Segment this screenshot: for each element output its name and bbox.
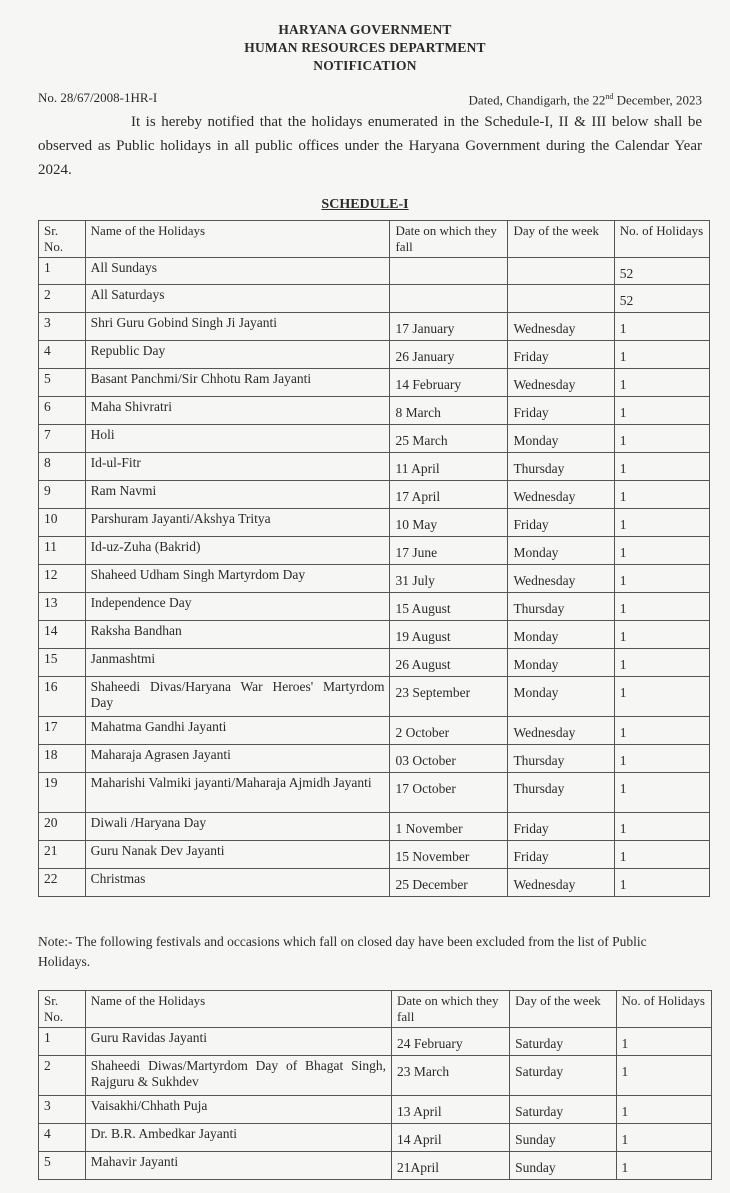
- col-day: Day of the week: [508, 221, 614, 258]
- cell-sr: 14: [39, 621, 86, 649]
- cell-day: Wednesday: [508, 313, 614, 341]
- cell-day: Monday: [508, 649, 614, 677]
- cell-day: Monday: [508, 537, 614, 565]
- cell-date: 1 November: [390, 813, 508, 841]
- table-row: [39, 1124, 712, 1152]
- cell-day: Wednesday: [508, 369, 614, 397]
- table-header-row: [39, 221, 710, 258]
- dated-suffix: December, 2023: [613, 92, 702, 108]
- cell-count: 1: [616, 1056, 712, 1096]
- cell-day: Friday: [508, 841, 614, 869]
- cell-sr: 3: [39, 1096, 86, 1124]
- cell-sr: 9: [39, 481, 86, 509]
- cell-sr: 11: [39, 537, 86, 565]
- cell-day: Friday: [508, 509, 614, 537]
- table-row: [39, 1028, 712, 1056]
- cell-day: Wednesday: [508, 717, 614, 745]
- intro-paragraph: [38, 110, 702, 182]
- cell-name: Basant Panchmi/Sir Chhotu Ram Jayanti: [85, 369, 390, 397]
- table-row: [39, 841, 710, 869]
- cell-count: 1: [614, 341, 709, 369]
- col-sr: Sr. No.: [39, 991, 86, 1028]
- cell-date: 21April: [392, 1152, 510, 1180]
- cell-sr: 1: [39, 1028, 86, 1056]
- cell-day: [508, 258, 614, 285]
- table-row: [39, 258, 710, 285]
- cell-date: 14 February: [390, 369, 508, 397]
- cell-name: Republic Day: [85, 341, 390, 369]
- col-count: No. of Holidays: [616, 991, 712, 1028]
- cell-sr: 4: [39, 1124, 86, 1152]
- cell-date: 11 April: [390, 453, 508, 481]
- cell-count: 1: [614, 745, 709, 773]
- cell-name: Shaheedi Diwas/Martyrdom Day of Bhagat Singh, Rajguru & Sukhdev: [85, 1056, 391, 1096]
- cell-count: 1: [614, 813, 709, 841]
- cell-date: 26 January: [390, 341, 508, 369]
- cell-sr: 8: [39, 453, 86, 481]
- cell-day: Wednesday: [508, 869, 614, 897]
- cell-name: Independence Day: [85, 593, 390, 621]
- header-notification: NOTIFICATION: [313, 58, 417, 73]
- note-text: Note:- The following festivals and occasions which fall on closed day have been excluded from the list of Public Holidays.: [38, 934, 647, 969]
- cell-count: 1: [614, 773, 709, 813]
- cell-name: Holi: [85, 425, 390, 453]
- dated-line: [469, 92, 702, 108]
- table-row: [39, 481, 710, 509]
- cell-sr: 15: [39, 649, 86, 677]
- cell-sr: 4: [39, 341, 86, 369]
- cell-day: Saturday: [510, 1056, 616, 1096]
- cell-name: All Sundays: [85, 258, 390, 285]
- table-row: [39, 425, 710, 453]
- cell-name: All Saturdays: [85, 285, 390, 313]
- cell-date: 15 August: [390, 593, 508, 621]
- cell-count: 1: [614, 869, 709, 897]
- cell-date: 26 August: [390, 649, 508, 677]
- cell-sr: 7: [39, 425, 86, 453]
- cell-day: Wednesday: [508, 565, 614, 593]
- table-row: [39, 397, 710, 425]
- cell-day: [508, 285, 614, 313]
- cell-count: 52: [614, 285, 709, 313]
- cell-date: 25 December: [390, 869, 508, 897]
- cell-day: Thursday: [508, 453, 614, 481]
- table-row: [39, 509, 710, 537]
- cell-sr: 20: [39, 813, 86, 841]
- cell-sr: 17: [39, 717, 86, 745]
- table-row: [39, 649, 710, 677]
- col-name: Name of the Holidays: [85, 221, 390, 258]
- dated-prefix: Dated, Chandigarh, the 22: [468, 92, 606, 108]
- cell-sr: 22: [39, 869, 86, 897]
- table-row: [39, 773, 710, 813]
- cell-count: 1: [614, 313, 709, 341]
- cell-name: Mahavir Jayanti: [85, 1152, 391, 1180]
- col-day: Day of the week: [510, 991, 616, 1028]
- cell-sr: 21: [39, 841, 86, 869]
- cell-day: Friday: [508, 813, 614, 841]
- cell-name: Ram Navmi: [85, 481, 390, 509]
- cell-day: Sunday: [510, 1124, 616, 1152]
- cell-day: Thursday: [508, 745, 614, 773]
- cell-name: Christmas: [85, 869, 390, 897]
- cell-date: 24 February: [392, 1028, 510, 1056]
- cell-day: Saturday: [510, 1096, 616, 1124]
- cell-name: Shaheed Udham Singh Martyrdom Day: [85, 565, 390, 593]
- cell-sr: 16: [39, 677, 86, 717]
- cell-name: Janmashtmi: [85, 649, 390, 677]
- cell-name: Maha Shivratri: [85, 397, 390, 425]
- cell-name: Diwali /Haryana Day: [85, 813, 390, 841]
- cell-sr: 3: [39, 313, 86, 341]
- cell-name: Shaheedi Divas/Haryana War Heroes' Martyrdom Day: [85, 677, 390, 717]
- table-row: [39, 313, 710, 341]
- cell-count: 1: [616, 1152, 712, 1180]
- cell-sr: 2: [39, 1056, 86, 1096]
- header-department: HUMAN RESOURCES DEPARTMENT: [244, 40, 486, 55]
- table-row: [39, 453, 710, 481]
- table-row: [39, 621, 710, 649]
- cell-date: 03 October: [390, 745, 508, 773]
- cell-count: 1: [614, 369, 709, 397]
- cell-name: Id-ul-Fitr: [85, 453, 390, 481]
- cell-date: 25 March: [390, 425, 508, 453]
- cell-date: [390, 285, 508, 313]
- cell-sr: 2: [39, 285, 86, 313]
- cell-sr: 6: [39, 397, 86, 425]
- table-row: [39, 869, 710, 897]
- cell-count: 1: [616, 1124, 712, 1152]
- cell-sr: 5: [39, 1152, 86, 1180]
- cell-date: 23 March: [392, 1056, 510, 1096]
- col-name: Name of the Holidays: [85, 991, 391, 1028]
- cell-date: [390, 258, 508, 285]
- table-row: [39, 593, 710, 621]
- cell-sr: 10: [39, 509, 86, 537]
- cell-name: Mahatma Gandhi Jayanti: [85, 717, 390, 745]
- cell-name: Maharaja Agrasen Jayanti: [85, 745, 390, 773]
- cell-day: Friday: [508, 397, 614, 425]
- cell-day: Thursday: [508, 773, 614, 813]
- cell-count: 1: [614, 677, 709, 717]
- schedule-title: SCHEDULE-I: [321, 197, 409, 212]
- cell-day: Monday: [508, 621, 614, 649]
- reference-number: No. 28/67/2008-1HR-I: [38, 90, 158, 105]
- cell-day: Monday: [508, 677, 614, 717]
- cell-day: Saturday: [510, 1028, 616, 1056]
- cell-day: Friday: [508, 341, 614, 369]
- cell-name: Vaisakhi/Chhath Puja: [85, 1096, 391, 1124]
- cell-sr: 12: [39, 565, 86, 593]
- cell-sr: 13: [39, 593, 86, 621]
- cell-name: Raksha Bandhan: [85, 621, 390, 649]
- cell-count: 1: [614, 425, 709, 453]
- cell-count: 1: [614, 621, 709, 649]
- cell-sr: 19: [39, 773, 86, 813]
- cell-date: 17 October: [390, 773, 508, 813]
- cell-count: 1: [614, 453, 709, 481]
- cell-name: Guru Nanak Dev Jayanti: [85, 841, 390, 869]
- col-date: Date on which they fall: [390, 221, 508, 258]
- cell-count: 1: [614, 397, 709, 425]
- table-row: [39, 1056, 712, 1096]
- cell-name: Maharishi Valmiki jayanti/Maharaja Ajmidh Jayanti: [85, 773, 390, 813]
- cell-name: Shri Guru Gobind Singh Ji Jayanti: [85, 313, 390, 341]
- cell-date: 17 April: [390, 481, 508, 509]
- table-row: [39, 565, 710, 593]
- cell-date: 10 May: [390, 509, 508, 537]
- cell-date: 17 June: [390, 537, 508, 565]
- cell-name: Parshuram Jayanti/Akshya Tritya: [85, 509, 390, 537]
- cell-date: 19 August: [390, 621, 508, 649]
- cell-date: 14 April: [392, 1124, 510, 1152]
- table-row: [39, 813, 710, 841]
- dated-superscript: nd: [605, 92, 614, 101]
- col-date: Date on which they fall: [392, 991, 510, 1028]
- table-row: [39, 745, 710, 773]
- cell-count: 1: [614, 841, 709, 869]
- cell-count: 1: [614, 481, 709, 509]
- cell-date: 15 November: [390, 841, 508, 869]
- cell-sr: 5: [39, 369, 86, 397]
- cell-count: 1: [614, 565, 709, 593]
- cell-name: Guru Ravidas Jayanti: [85, 1028, 391, 1056]
- col-count: No. of Holidays: [614, 221, 709, 258]
- table-row: [39, 537, 710, 565]
- cell-count: 1: [614, 509, 709, 537]
- cell-date: 8 March: [390, 397, 508, 425]
- table-row: [39, 341, 710, 369]
- intro-text: It is hereby notified that the holidays enumerated in the Schedule-I, II & III below shall be observed as Public holidays in all public offices under the Haryana Government during the Calendar Year 2024.: [38, 114, 702, 178]
- cell-count: 1: [614, 593, 709, 621]
- table-header-row: [39, 991, 712, 1028]
- cell-day: Sunday: [510, 1152, 616, 1180]
- table-row: [39, 717, 710, 745]
- cell-sr: 1: [39, 258, 86, 285]
- cell-count: 1: [614, 649, 709, 677]
- table-row: [39, 677, 710, 717]
- table-row: [39, 1152, 712, 1180]
- cell-count: 1: [614, 717, 709, 745]
- cell-sr: 18: [39, 745, 86, 773]
- cell-day: Monday: [508, 425, 614, 453]
- cell-date: 17 January: [390, 313, 508, 341]
- cell-count: 1: [616, 1096, 712, 1124]
- cell-date: 2 October: [390, 717, 508, 745]
- table-row: [39, 369, 710, 397]
- header-government: HARYANA GOVERNMENT: [278, 22, 452, 37]
- table-row: [39, 285, 710, 313]
- col-sr: Sr. No.: [39, 221, 86, 258]
- cell-day: Wednesday: [508, 481, 614, 509]
- cell-name: Id-uz-Zuha (Bakrid): [85, 537, 390, 565]
- cell-count: 1: [616, 1028, 712, 1056]
- cell-name: Dr. B.R. Ambedkar Jayanti: [85, 1124, 391, 1152]
- table-row: [39, 1096, 712, 1124]
- excluded-holidays-table: [38, 990, 712, 1180]
- cell-count: 52: [614, 258, 709, 285]
- cell-count: 1: [614, 537, 709, 565]
- cell-date: 13 April: [392, 1096, 510, 1124]
- cell-day: Thursday: [508, 593, 614, 621]
- cell-date: 31 July: [390, 565, 508, 593]
- cell-date: 23 September: [390, 677, 508, 717]
- schedule-1-table: [38, 220, 710, 897]
